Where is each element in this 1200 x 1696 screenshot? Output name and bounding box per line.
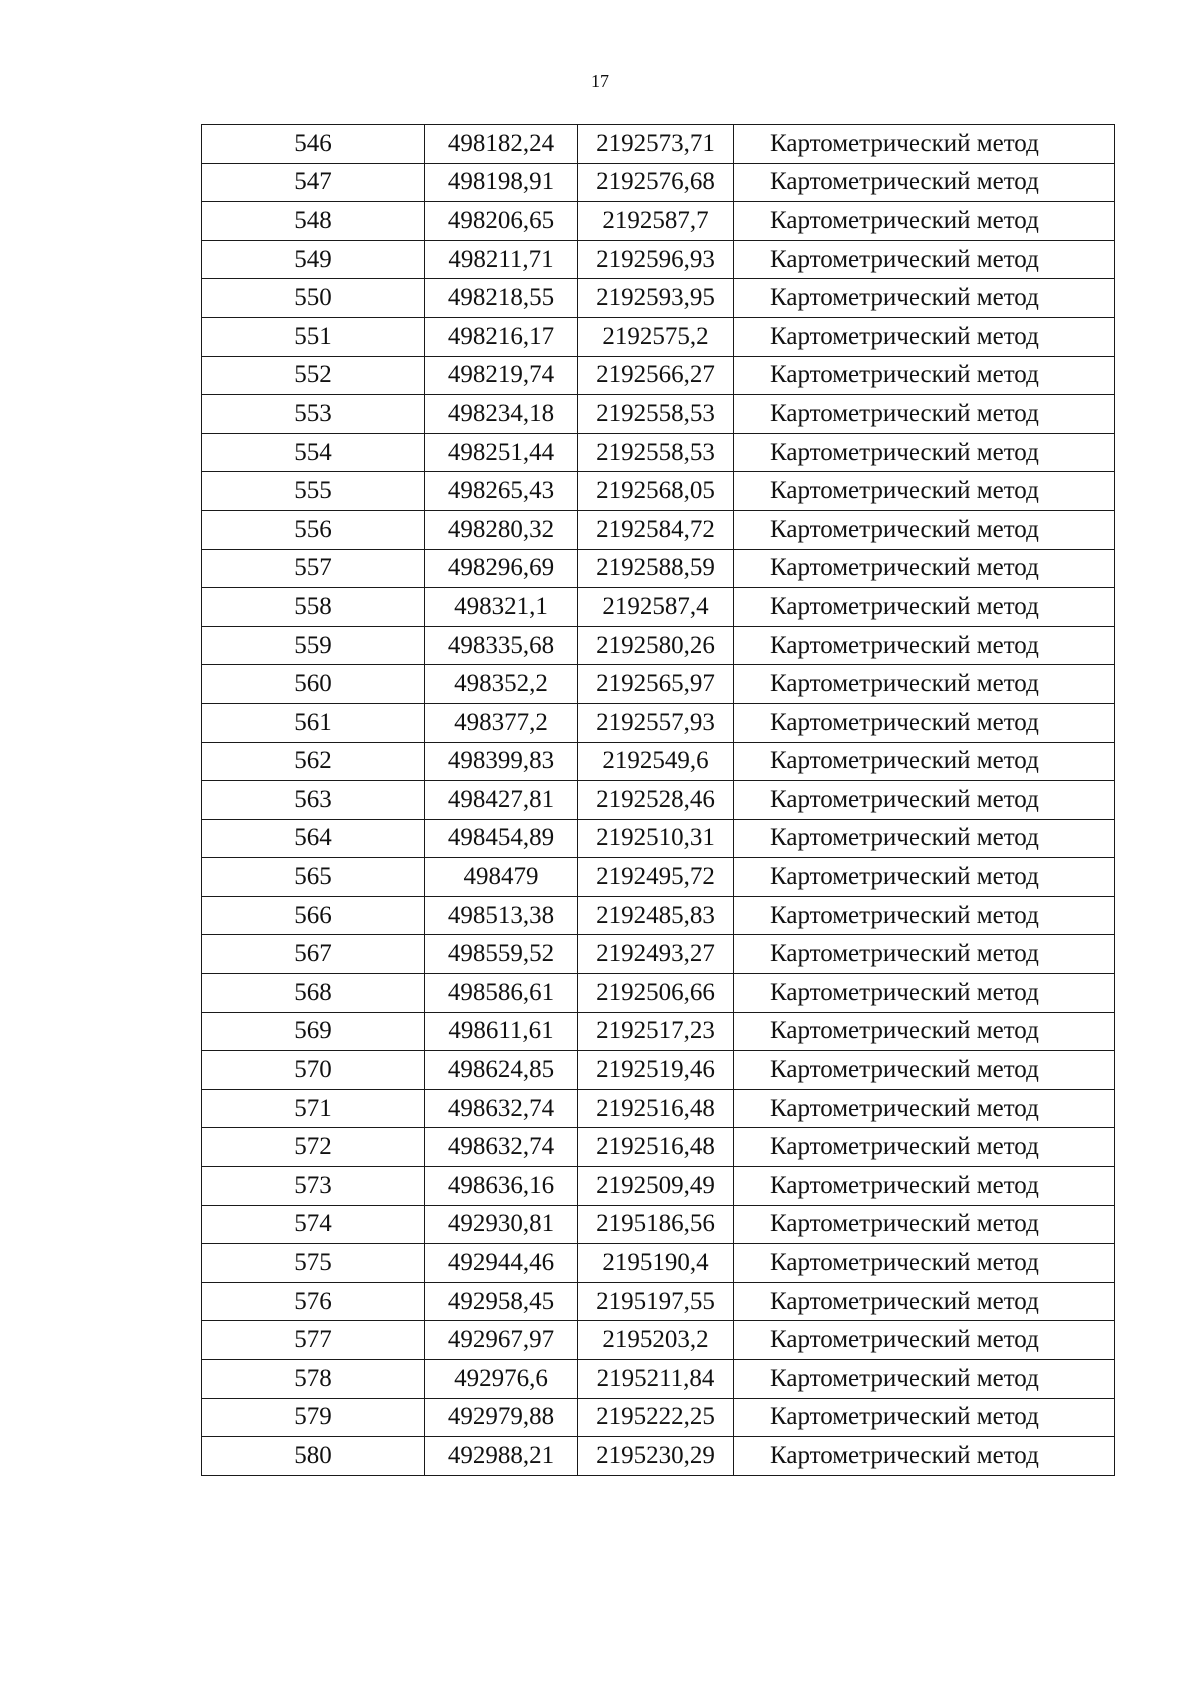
table-row	[202, 163, 1115, 202]
method-cell: Картометрический метод	[734, 858, 1115, 897]
point-number-cell: 561	[202, 703, 425, 742]
table-row	[202, 896, 1115, 935]
y-coordinate-cell: 2192565,97	[578, 665, 734, 704]
method-cell: Картометрический метод	[734, 974, 1115, 1013]
y-coordinate-cell: 2192516,48	[578, 1128, 734, 1167]
point-number-cell: 579	[202, 1398, 425, 1437]
x-coordinate-cell: 498234,18	[425, 395, 578, 434]
table-row	[202, 125, 1115, 164]
point-number-cell: 575	[202, 1244, 425, 1283]
point-number-cell: 564	[202, 819, 425, 858]
method-cell: Картометрический метод	[734, 1167, 1115, 1206]
x-coordinate-cell: 498251,44	[425, 433, 578, 472]
method-cell: Картометрический метод	[734, 549, 1115, 588]
method-cell: Картометрический метод	[734, 433, 1115, 472]
table-body	[202, 125, 1115, 1476]
method-cell: Картометрический метод	[734, 819, 1115, 858]
table-row	[202, 433, 1115, 472]
method-cell: Картометрический метод	[734, 935, 1115, 974]
method-cell: Картометрический метод	[734, 240, 1115, 279]
table-row	[202, 1244, 1115, 1283]
y-coordinate-cell: 2192558,53	[578, 395, 734, 434]
y-coordinate-cell: 2195190,4	[578, 1244, 734, 1283]
point-number-cell: 567	[202, 935, 425, 974]
table-row	[202, 279, 1115, 318]
x-coordinate-cell: 498352,2	[425, 665, 578, 704]
y-coordinate-cell: 2192573,71	[578, 125, 734, 164]
x-coordinate-cell: 498321,1	[425, 588, 578, 627]
point-number-cell: 569	[202, 1012, 425, 1051]
x-coordinate-cell: 498399,83	[425, 742, 578, 781]
method-cell: Картометрический метод	[734, 1128, 1115, 1167]
y-coordinate-cell: 2195230,29	[578, 1437, 734, 1476]
table-row	[202, 1089, 1115, 1128]
point-number-cell: 572	[202, 1128, 425, 1167]
coordinates-table	[201, 124, 1115, 1476]
point-number-cell: 547	[202, 163, 425, 202]
point-number-cell: 555	[202, 472, 425, 511]
point-number-cell: 554	[202, 433, 425, 472]
x-coordinate-cell: 498632,74	[425, 1128, 578, 1167]
method-cell: Картометрический метод	[734, 588, 1115, 627]
table-row	[202, 202, 1115, 241]
method-cell: Картометрический метод	[734, 317, 1115, 356]
y-coordinate-cell: 2192584,72	[578, 510, 734, 549]
y-coordinate-cell: 2192580,26	[578, 626, 734, 665]
table-row	[202, 1167, 1115, 1206]
y-coordinate-cell: 2192516,48	[578, 1089, 734, 1128]
y-coordinate-cell: 2192576,68	[578, 163, 734, 202]
x-coordinate-cell: 498479	[425, 858, 578, 897]
y-coordinate-cell: 2192549,6	[578, 742, 734, 781]
point-number-cell: 570	[202, 1051, 425, 1090]
method-cell: Картометрический метод	[734, 703, 1115, 742]
y-coordinate-cell: 2192517,23	[578, 1012, 734, 1051]
x-coordinate-cell: 498182,24	[425, 125, 578, 164]
point-number-cell: 568	[202, 974, 425, 1013]
point-number-cell: 573	[202, 1167, 425, 1206]
method-cell: Картометрический метод	[734, 1244, 1115, 1283]
point-number-cell: 563	[202, 781, 425, 820]
table-row	[202, 1321, 1115, 1360]
y-coordinate-cell: 2192587,4	[578, 588, 734, 627]
table-row	[202, 588, 1115, 627]
table-row	[202, 858, 1115, 897]
method-cell: Картометрический метод	[734, 781, 1115, 820]
y-coordinate-cell: 2192558,53	[578, 433, 734, 472]
x-coordinate-cell: 498611,61	[425, 1012, 578, 1051]
x-coordinate-cell: 498624,85	[425, 1051, 578, 1090]
x-coordinate-cell: 492988,21	[425, 1437, 578, 1476]
method-cell: Картометрический метод	[734, 1437, 1115, 1476]
table-row	[202, 1398, 1115, 1437]
y-coordinate-cell: 2192575,2	[578, 317, 734, 356]
point-number-cell: 562	[202, 742, 425, 781]
point-number-cell: 557	[202, 549, 425, 588]
y-coordinate-cell: 2195203,2	[578, 1321, 734, 1360]
y-coordinate-cell: 2192519,46	[578, 1051, 734, 1090]
point-number-cell: 576	[202, 1282, 425, 1321]
x-coordinate-cell: 498206,65	[425, 202, 578, 241]
x-coordinate-cell: 498586,61	[425, 974, 578, 1013]
y-coordinate-cell: 2192506,66	[578, 974, 734, 1013]
y-coordinate-cell: 2192568,05	[578, 472, 734, 511]
point-number-cell: 574	[202, 1205, 425, 1244]
method-cell: Картометрический метод	[734, 665, 1115, 704]
table-row	[202, 1128, 1115, 1167]
x-coordinate-cell: 498280,32	[425, 510, 578, 549]
x-coordinate-cell: 498218,55	[425, 279, 578, 318]
x-coordinate-cell: 498559,52	[425, 935, 578, 974]
x-coordinate-cell: 492967,97	[425, 1321, 578, 1360]
method-cell: Картометрический метод	[734, 896, 1115, 935]
table-row	[202, 549, 1115, 588]
table-row	[202, 356, 1115, 395]
point-number-cell: 566	[202, 896, 425, 935]
point-number-cell: 552	[202, 356, 425, 395]
table-row	[202, 472, 1115, 511]
y-coordinate-cell: 2192588,59	[578, 549, 734, 588]
method-cell: Картометрический метод	[734, 125, 1115, 164]
table-row	[202, 1012, 1115, 1051]
table-row	[202, 742, 1115, 781]
point-number-cell: 550	[202, 279, 425, 318]
point-number-cell: 577	[202, 1321, 425, 1360]
y-coordinate-cell: 2192566,27	[578, 356, 734, 395]
table-row	[202, 395, 1115, 434]
point-number-cell: 556	[202, 510, 425, 549]
point-number-cell: 571	[202, 1089, 425, 1128]
x-coordinate-cell: 498636,16	[425, 1167, 578, 1206]
point-number-cell: 546	[202, 125, 425, 164]
method-cell: Картометрический метод	[734, 472, 1115, 511]
y-coordinate-cell: 2192510,31	[578, 819, 734, 858]
x-coordinate-cell: 492976,6	[425, 1360, 578, 1399]
y-coordinate-cell: 2192528,46	[578, 781, 734, 820]
page-number: 17	[591, 71, 609, 91]
table-row	[202, 1282, 1115, 1321]
method-cell: Картометрический метод	[734, 1089, 1115, 1128]
method-cell: Картометрический метод	[734, 1360, 1115, 1399]
x-coordinate-cell: 492944,46	[425, 1244, 578, 1283]
x-coordinate-cell: 498296,69	[425, 549, 578, 588]
table-row	[202, 626, 1115, 665]
x-coordinate-cell: 498219,74	[425, 356, 578, 395]
method-cell: Картометрический метод	[734, 1012, 1115, 1051]
table-row	[202, 819, 1115, 858]
table-row	[202, 703, 1115, 742]
table-row	[202, 1437, 1115, 1476]
x-coordinate-cell: 498211,71	[425, 240, 578, 279]
x-coordinate-cell: 498377,2	[425, 703, 578, 742]
point-number-cell: 549	[202, 240, 425, 279]
y-coordinate-cell: 2192593,95	[578, 279, 734, 318]
x-coordinate-cell: 498632,74	[425, 1089, 578, 1128]
method-cell: Картометрический метод	[734, 1321, 1115, 1360]
point-number-cell: 578	[202, 1360, 425, 1399]
x-coordinate-cell: 498216,17	[425, 317, 578, 356]
x-coordinate-cell: 492958,45	[425, 1282, 578, 1321]
table-row	[202, 935, 1115, 974]
x-coordinate-cell: 492979,88	[425, 1398, 578, 1437]
method-cell: Картометрический метод	[734, 626, 1115, 665]
y-coordinate-cell: 2195186,56	[578, 1205, 734, 1244]
table-row	[202, 317, 1115, 356]
method-cell: Картометрический метод	[734, 1205, 1115, 1244]
x-coordinate-cell: 498427,81	[425, 781, 578, 820]
method-cell: Картометрический метод	[734, 356, 1115, 395]
y-coordinate-cell: 2192557,93	[578, 703, 734, 742]
method-cell: Картометрический метод	[734, 742, 1115, 781]
table-row	[202, 240, 1115, 279]
method-cell: Картометрический метод	[734, 510, 1115, 549]
table-row	[202, 974, 1115, 1013]
point-number-cell: 560	[202, 665, 425, 704]
table-row	[202, 510, 1115, 549]
table-row	[202, 665, 1115, 704]
table-row	[202, 1051, 1115, 1090]
method-cell: Картометрический метод	[734, 1398, 1115, 1437]
point-number-cell: 580	[202, 1437, 425, 1476]
point-number-cell: 553	[202, 395, 425, 434]
x-coordinate-cell: 492930,81	[425, 1205, 578, 1244]
method-cell: Картометрический метод	[734, 163, 1115, 202]
table-row	[202, 1205, 1115, 1244]
y-coordinate-cell: 2192493,27	[578, 935, 734, 974]
x-coordinate-cell: 498513,38	[425, 896, 578, 935]
x-coordinate-cell: 498335,68	[425, 626, 578, 665]
x-coordinate-cell: 498198,91	[425, 163, 578, 202]
point-number-cell: 548	[202, 202, 425, 241]
y-coordinate-cell: 2192587,7	[578, 202, 734, 241]
y-coordinate-cell: 2195222,25	[578, 1398, 734, 1437]
y-coordinate-cell: 2195211,84	[578, 1360, 734, 1399]
y-coordinate-cell: 2195197,55	[578, 1282, 734, 1321]
x-coordinate-cell: 498265,43	[425, 472, 578, 511]
y-coordinate-cell: 2192485,83	[578, 896, 734, 935]
method-cell: Картометрический метод	[734, 395, 1115, 434]
point-number-cell: 559	[202, 626, 425, 665]
method-cell: Картометрический метод	[734, 279, 1115, 318]
y-coordinate-cell: 2192495,72	[578, 858, 734, 897]
method-cell: Картометрический метод	[734, 202, 1115, 241]
point-number-cell: 558	[202, 588, 425, 627]
y-coordinate-cell: 2192509,49	[578, 1167, 734, 1206]
table-row	[202, 781, 1115, 820]
x-coordinate-cell: 498454,89	[425, 819, 578, 858]
table-row	[202, 1360, 1115, 1399]
method-cell: Картометрический метод	[734, 1282, 1115, 1321]
method-cell: Картометрический метод	[734, 1051, 1115, 1090]
y-coordinate-cell: 2192596,93	[578, 240, 734, 279]
point-number-cell: 565	[202, 858, 425, 897]
point-number-cell: 551	[202, 317, 425, 356]
